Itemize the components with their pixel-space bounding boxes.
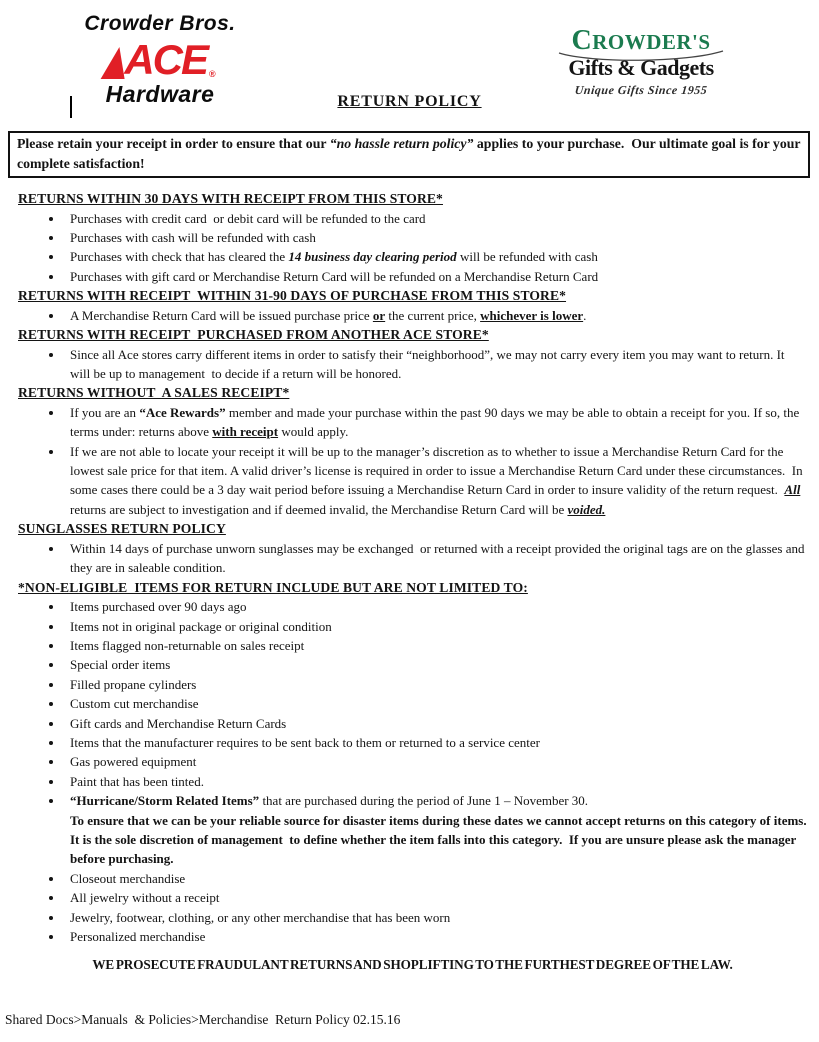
bullet-item: • Since all Ace stores carry different items in order to satisfy their “neighborhood”, we may not carry every item you may want to return. It will be up to management to decide if a return will be honored. [64, 345, 807, 384]
ace-logo-word: ACE [124, 36, 208, 83]
sections-container [18, 189, 810, 946]
bullet-item: • Paint that has been tinted. [64, 772, 807, 791]
ace-logo-bottom-text: Hardware [105, 81, 215, 107]
bullet-item: • Purchases with check that has cleared the 14 business day clearing period will be refunded with cash [64, 247, 807, 266]
section-bullet-list [18, 539, 807, 578]
policy-section [18, 519, 807, 577]
bullet-item: • Items not in original package or original condition [64, 617, 807, 636]
section-heading: SUNGLASSES RETURN POLICY [18, 521, 226, 537]
registered-trademark-icon: ® [209, 69, 216, 79]
policy-section [18, 189, 807, 286]
bullet-item: • Closeout merchandise [64, 869, 807, 888]
policy-section [18, 325, 807, 383]
section-heading: RETURNS WITHOUT A SALES RECEIPT* [18, 385, 290, 401]
crowders-logo-subtitle: Gifts & Gadgets [568, 55, 714, 80]
bullet-item: • Purchases with gift card or Merchandise Return Card will be refunded on a Merchandise Return Card [64, 267, 807, 286]
crowders-gifts-logo [556, 25, 726, 98]
bullet-item: • Personalized merchandise [64, 927, 807, 946]
ace-logo-mark [60, 37, 260, 81]
bullet-item: • A Merchandise Return Card will be issued purchase price or the current price, whichever is lower. [64, 306, 807, 325]
bullet-item: • Filled propane cylinders [64, 675, 807, 694]
section-heading: RETURNS WITH RECEIPT PURCHASED FROM ANOTHER ACE STORE* [18, 327, 489, 343]
policy-section [18, 383, 807, 519]
bullet-item: • If we are not able to locate your receipt it will be up to the manager’s discretion as to whether to issue a Merchandise Return Card for the lowest sale price for that item. A valid driver’s license is required in order to issue a Merchandise Return Card under these circumstances. In some cases there could be a 3 day wait period before issuing a Merchandise Return Card in order to insure validity of the return request. All returns are subject to investigation and if deemed invalid, the Merchandise Return Card will be voided. [64, 442, 807, 520]
bullet-item: • Gift cards and Merchandise Return Cards [64, 714, 807, 733]
policy-section [18, 286, 807, 325]
closing-warning: WE PROSECUTE FRAUDULANT RETURNS AND SHOPLIFTING TO THE FURTHEST DEGREE OF THE LAW. [92, 957, 733, 973]
section-bullet-list [18, 597, 810, 946]
bullet-item: • Items that the manufacturer requires to be sent back to them or returned to a service center [64, 733, 807, 752]
bullet-item: • Jewelry, footwear, clothing, or any other merchandise that has been worn [64, 908, 807, 927]
ace-logo-top-text: Crowder Bros. [84, 12, 236, 35]
section-bullet-list [18, 345, 807, 384]
policy-content [18, 189, 810, 973]
section-heading: RETURNS WITHIN 30 DAYS WITH RECEIPT FROM THIS STORE* [18, 191, 443, 206]
bullet-item: • Items purchased over 90 days ago [64, 597, 807, 616]
bullet-item: • Purchases with cash will be refunded with cash [64, 228, 807, 247]
intro-box: Please retain your receipt in order to ensure that our “no hassle return policy” applies to your purchase. Our ultimate goal is for your complete satisfaction! [8, 131, 810, 178]
bullet-item: • Within 14 days of purchase unworn sunglasses may be exchanged or returned with a receipt provided the original tags are on the glasses and they are in saleable condition. [64, 539, 807, 578]
bullet-item: • If you are an “Ace Rewards” member and made your purchase within the past 90 days we may be able to obtain a receipt for you. If so, the terms under: returns above with receipt would apply. [64, 403, 807, 442]
bullet-item: • All jewelry without a receipt [64, 888, 807, 907]
policy-section [18, 578, 810, 947]
bullet-item: • Custom cut merchandise [64, 694, 807, 713]
crowders-logo-name: CROWDER'S [571, 25, 711, 56]
section-heading: RETURNS WITH RECEIPT WITHIN 31-90 DAYS OF PURCHASE FROM THIS STORE* [18, 288, 567, 304]
bullet-item: • Items flagged non-returnable on sales receipt [64, 636, 807, 655]
document-path-footer: Shared Docs>Manuals & Policies>Merchandise Return Policy 02.15.16 [5, 1012, 401, 1027]
section-bullet-list [18, 306, 807, 325]
section-heading: *NON-ELIGIBLE ITEMS FOR RETURN INCLUDE BUT ARE NOT LIMITED TO: [18, 579, 528, 595]
crowders-logo-tagline: Unique Gifts Since 1955 [574, 83, 709, 97]
bullet-item: • Purchases with credit card or debit card will be refunded to the card [64, 209, 807, 228]
bullet-item: • “Hurricane/Storm Related Items” that are purchased during the period of June 1 – November 30. To ensure that we can be your reliable source for disaster items during these dates we cannot accept returns on this category of items. It is the sole discretion of management to define whether the item falls into this category. If you are unsure please ask the manager before purchasing. [64, 791, 807, 869]
section-bullet-list [18, 209, 807, 287]
page-title: RETURN POLICY [337, 93, 482, 110]
bullet-item: • Gas powered equipment [64, 752, 807, 771]
section-bullet-list [18, 403, 807, 519]
bullet-item: • Special order items [64, 655, 807, 674]
